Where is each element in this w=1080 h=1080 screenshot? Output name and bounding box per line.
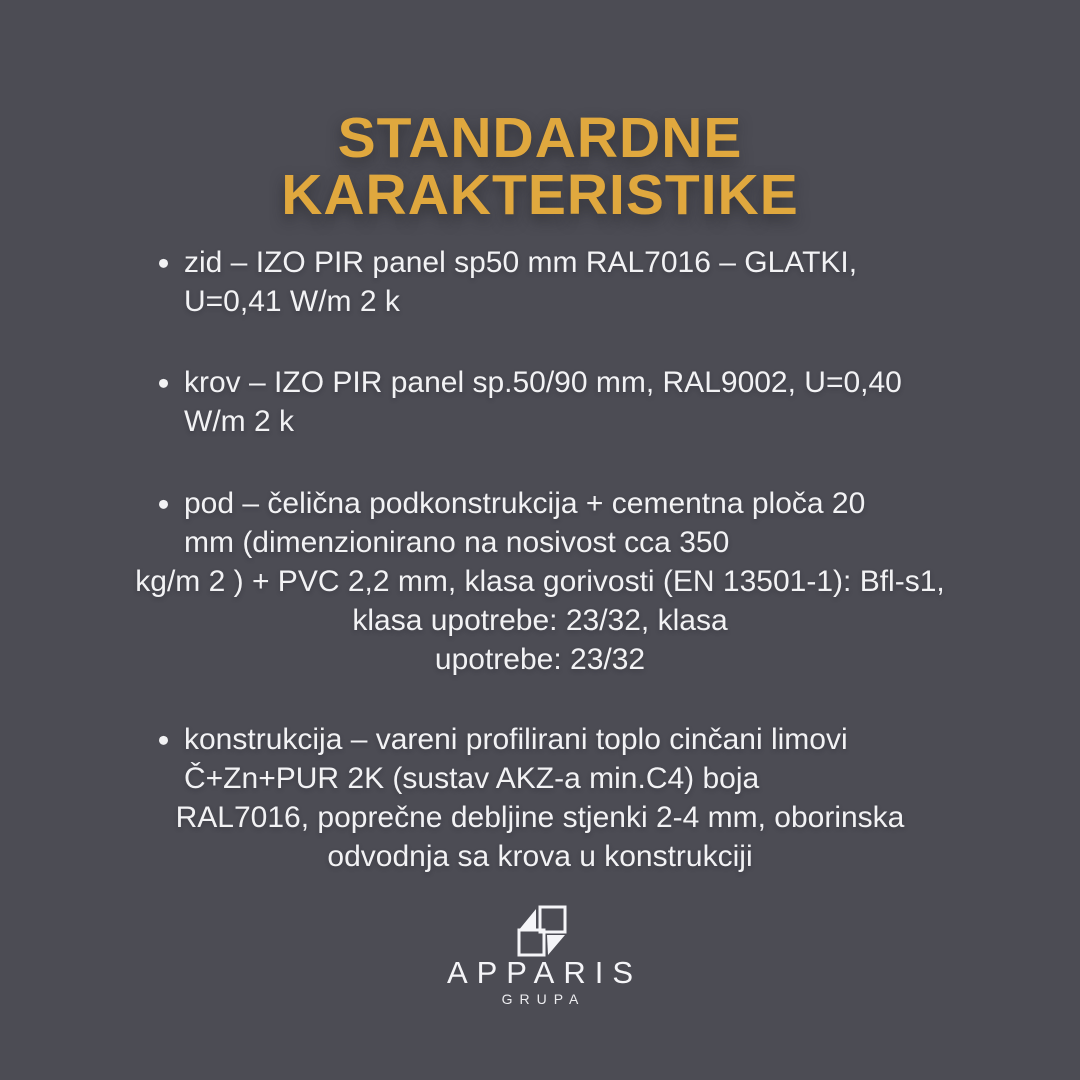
bullet-line [0,484,1080,523]
bullet-text: W/m 2 k [184,405,294,438]
bullet-line [0,720,1080,759]
bullet-text: krov – IZO PIR panel sp.50/90 mm, RAL9002, U=0,40 [184,366,902,399]
bullet-text: klasa upotrebe: 23/32, klasa [352,604,728,637]
bullet-text: konstrukcija – vareni profilirani toplo cinčani limovi [184,723,848,756]
bullet-icon [159,499,168,508]
bullet-line [0,759,1080,798]
bullet-icon [159,258,168,267]
bullet-line [0,562,1080,601]
page-title-line-2: KARAKTERISTIKE [281,163,799,227]
bullet-line [0,363,1080,402]
logo-subtitle: GRUPA [501,991,586,1007]
bullet-text: RAL7016, poprečne debljine stjenki 2-4 mm, oborinska [175,801,905,834]
bullet-line [0,402,1080,441]
bullet-line [0,243,1080,282]
bullet-item-krov [0,363,1080,441]
logo [0,902,1080,1007]
logo-name: APPARIS [446,955,643,990]
bullet-line [0,523,1080,562]
bullet-icon [159,378,168,387]
bullet-text: zid – IZO PIR panel sp50 mm RAL7016 – GLATKI, [184,246,858,279]
bullet-line [0,640,1080,679]
bullet-text: upotrebe: 23/32 [434,643,646,676]
bullet-line [0,601,1080,640]
bullet-text: kg/m 2 ) + PVC 2,2 mm, klasa gorivosti (EN 13501-1): Bfl-s1, [135,565,945,598]
folded-squares-icon [512,902,568,958]
bullet-item-zid [0,243,1080,321]
bullet-icon [159,735,168,744]
page-title [0,106,1080,227]
bullet-item-pod [0,484,1080,679]
bullet-text: pod – čelična podkonstrukcija + cementna ploča 20 [184,487,866,520]
bullet-text: mm (dimenzionirano na nosivost cca 350 [184,526,730,559]
bullet-text: Č+Zn+PUR 2K (sustav AKZ-a min.C4) boja [184,762,760,795]
bullet-line [0,798,1080,837]
bullet-line [0,282,1080,321]
page-title-line-1: STANDARDNE [337,106,743,170]
bullet-text: U=0,41 W/m 2 k [184,285,400,318]
bullet-text: odvodnja sa krova u konstrukciji [327,840,753,873]
bullet-item-konstrukcija [0,720,1080,876]
bullet-line [0,837,1080,876]
